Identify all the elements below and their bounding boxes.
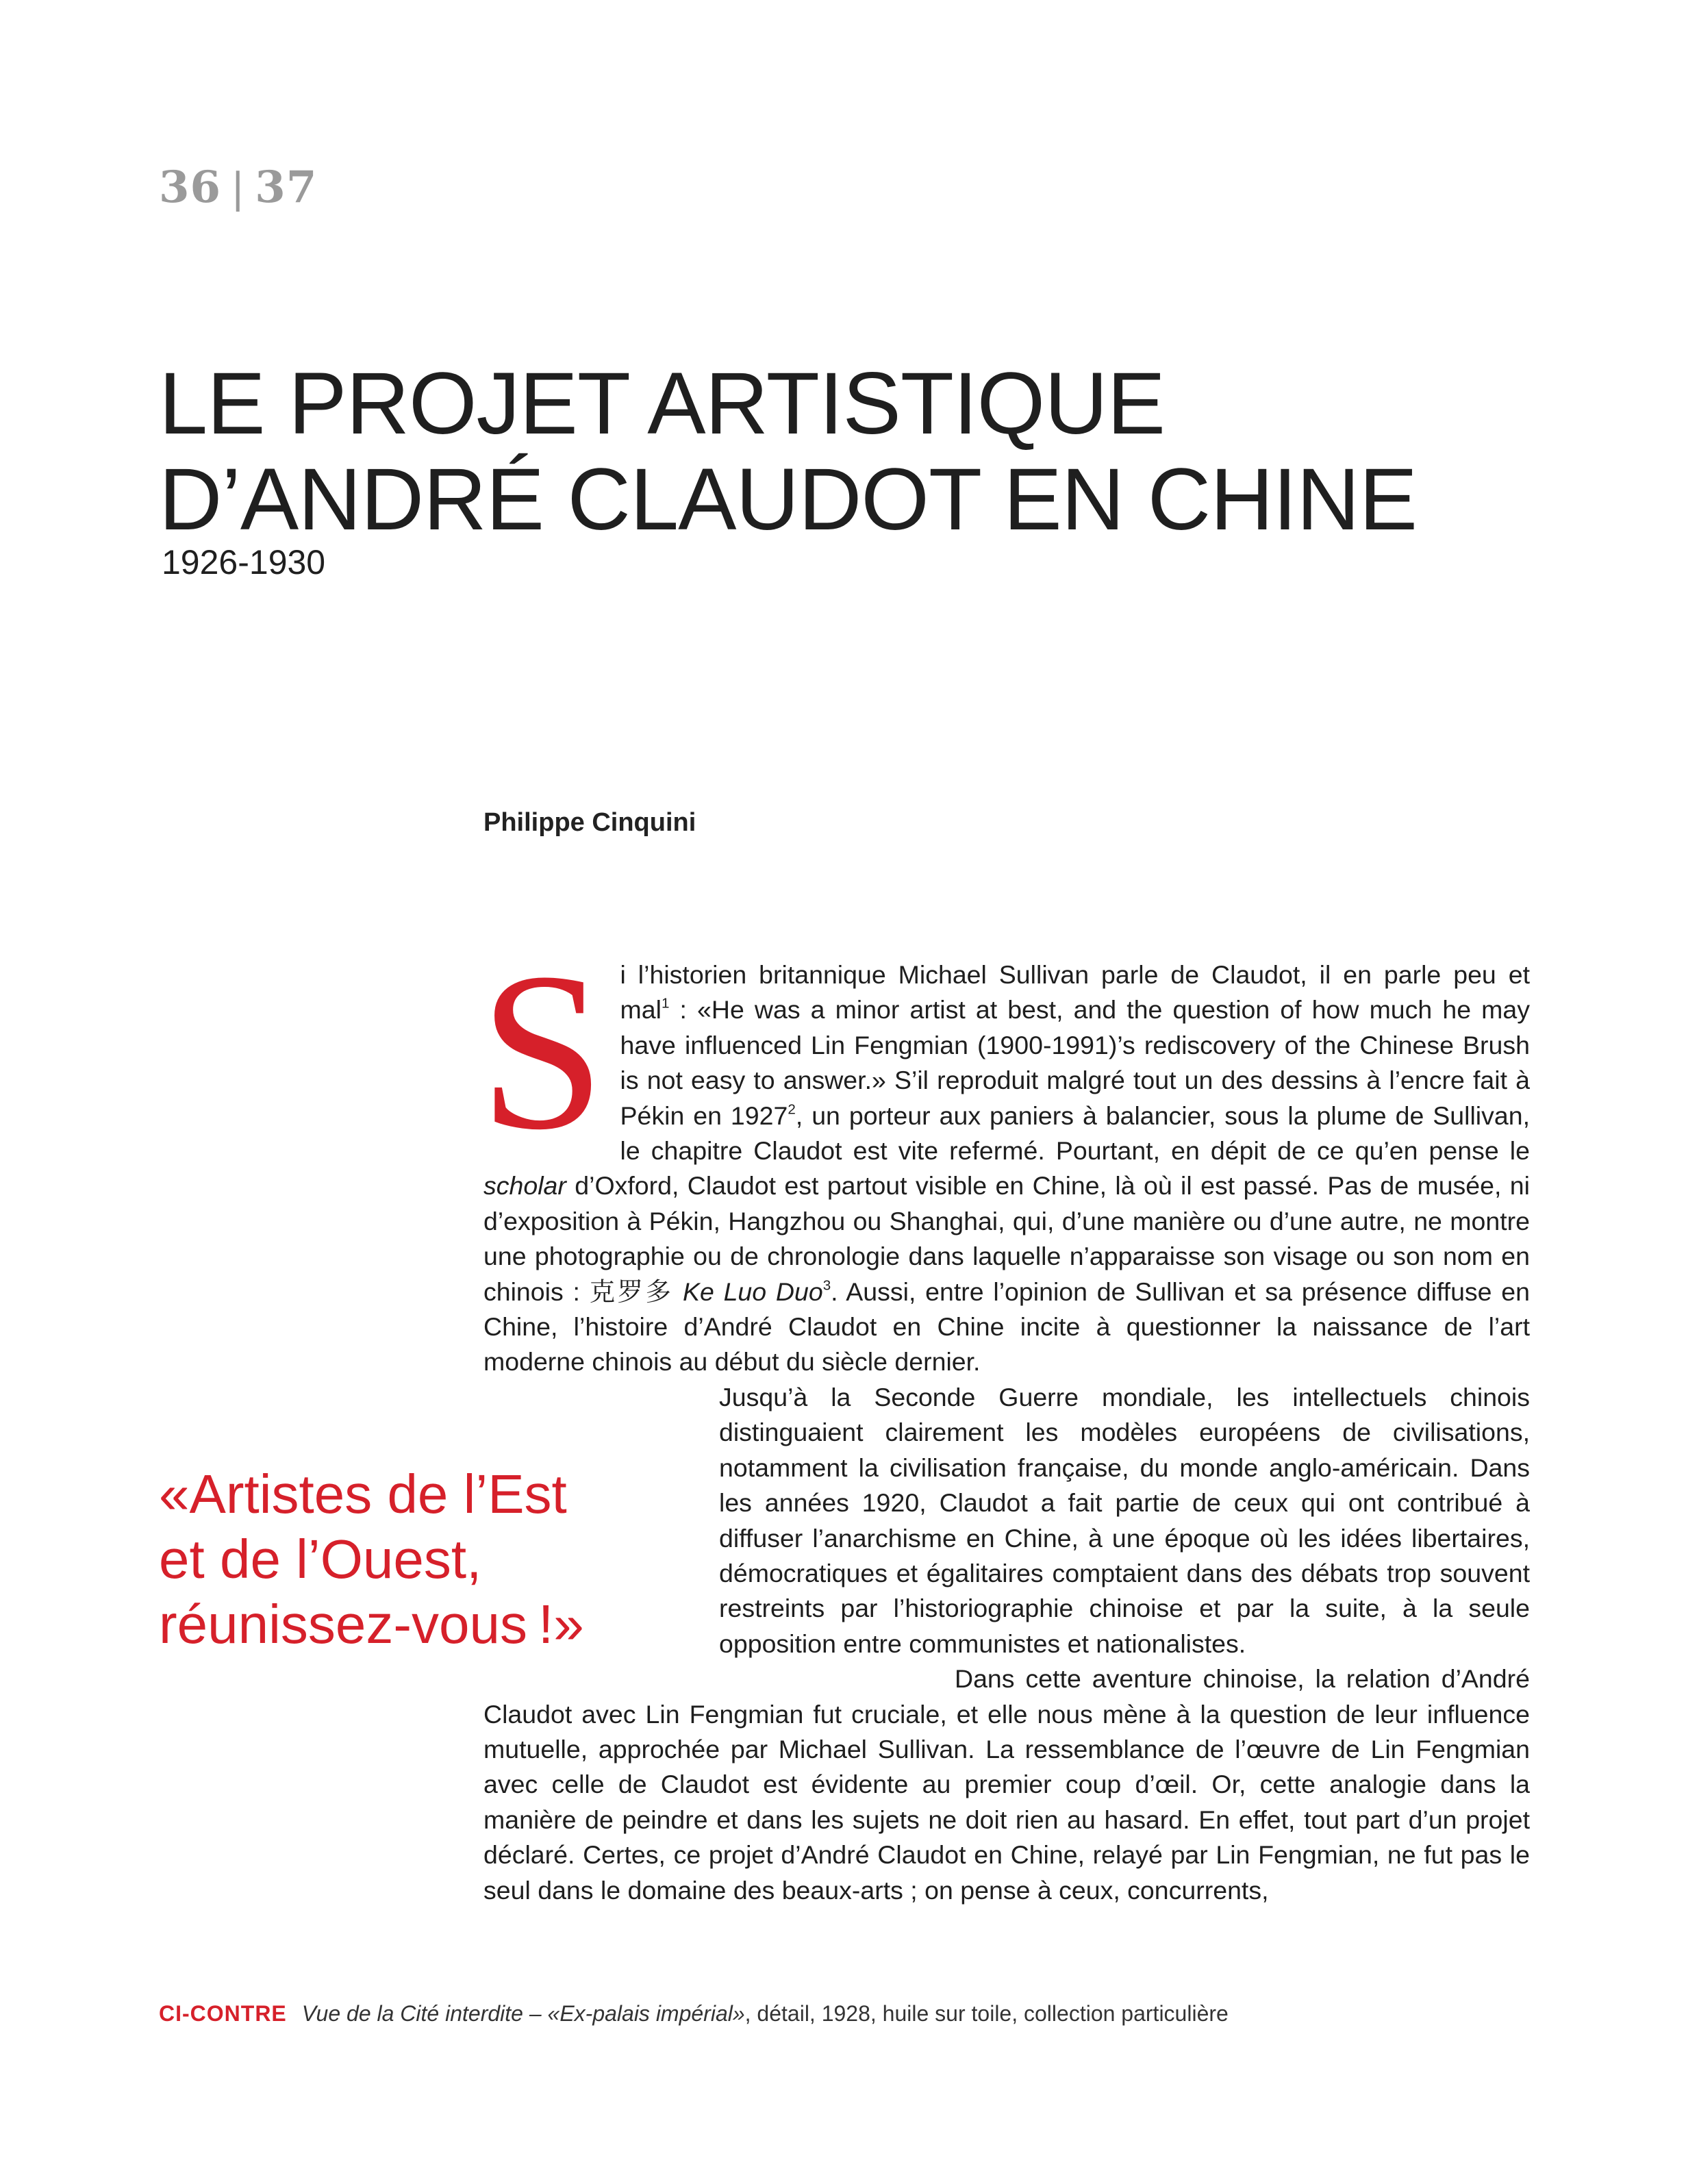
- image-caption: [159, 2001, 1229, 2026]
- article-title: [159, 356, 1417, 548]
- paragraph-1: [479, 927, 1530, 1380]
- pull-quote: [159, 1461, 584, 1657]
- p1-text-b: : «He was a minor artist at best, and the question of how much he may have influenced Lin Fengmian (1900-1991)’s rediscovery of the Chinese Brush is not easy to answer.» S’il reproduit malgré tout un des dessins à l’encre fait à Pékin en 1927: [620, 995, 1530, 1130]
- footnote-ref-2: 2: [788, 1101, 796, 1118]
- pull-quote-line-1: «Artistes de l’Est: [159, 1464, 567, 1524]
- folio-right: 37: [255, 162, 318, 213]
- p1-text-c: , un porteur aux paniers à balancier, sous la plume de Sullivan, le chapitre Claudot est vite refermé. Pourtant, en dépit de ce qu’en pense le: [620, 1101, 1530, 1166]
- p1-text-e: . Aussi, entre l’opinion de Sullivan et sa présence diffuse en Chine, l’histoire d’André Claudot en Chine incite à questionner la naissance de l’art moderne chinois au début du siècle dernier.: [483, 1277, 1530, 1377]
- article-body: [479, 927, 1530, 1908]
- page-folio: [159, 162, 317, 213]
- caption-label: CI-CONTRE: [159, 2001, 287, 2026]
- title-line-2: D’ANDRÉ CLAUDOT EN CHINE: [159, 451, 1417, 549]
- p2-text: Jusqu’à la Seconde Guerre mondiale, les intellectuels chinois distinguaient clairement les modèles européens de civilisations, notamment la civilisation française, du monde anglo-américain. Dans les années 1920, Claudot a fait partie de ceux qui ont contribué à diffuser l’anarchisme en Chine, à une époque où les idées libertaires, démocratiques et égalitaires comptaient dans des débats trop souvent restreints par l’historiographie chinoise et par la suite, à la seule opposition entre communistes et nationalistes.: [719, 1382, 1530, 1658]
- drop-cap: S: [479, 927, 605, 1177]
- title-line-1: LE PROJET ARTISTIQUE: [159, 355, 1165, 453]
- pull-quote-line-3: réunissez-vous !»: [159, 1594, 584, 1655]
- p1-text-a: i l’historien britannique Michael Sullivan parle de Claudot, il en parle peu et mal: [620, 960, 1530, 1025]
- p1-emphasis-name: Ke Luo Duo: [682, 1277, 823, 1306]
- article-subtitle: 1926-1930: [162, 543, 326, 581]
- pull-quote-line-2: et de l’Ouest,: [159, 1529, 482, 1590]
- folio-left: 36: [159, 162, 222, 213]
- caption-details: , détail, 1928, huile sur toile, collection particulière: [744, 2001, 1229, 2026]
- author-name: Philippe Cinquini: [483, 808, 696, 837]
- caption-title: Vue de la Cité interdite – «Ex-palais impérial»: [301, 2001, 745, 2026]
- p3-text: Dans cette aventure chinoise, la relation d’André Claudot avec Lin Fengmian fut cruciale, et elle nous mène à la question de leur influence mutuelle, approchée par Michael Sullivan. La ressemblance de l’œuvre de Lin Fengmian avec celle de Claudot est évidente au premier coup d’œil. Or, cette analogie dans la manière de peindre et dans les sujets ne doit rien au hasard. En effet, tout part d’un projet déclaré. Certes, ce projet d’André Claudot en Chine, relayé par Lin Fengmian, ne fut pas le seul dans le domaine des beaux-arts ; on pense à ceux, concurrents,: [483, 1664, 1530, 1905]
- folio-separator: |: [231, 164, 246, 212]
- paragraph-2: [483, 1380, 1530, 1661]
- paragraph-3: [483, 1661, 1530, 1908]
- p1-emphasis-scholar: scholar: [483, 1171, 566, 1201]
- footnote-ref-3: 3: [822, 1277, 831, 1294]
- p1-text-d: d’Oxford, Claudot est partout visible en Chine, là où il est passé. Pas de musée, ni d’exposition à Pékin, Hangzhou ou Shanghai, qui, d’une manière ou d’une autre, ne montre une photographie ou de chronologie dans laquelle n’apparaisse son visage ou son nom en chinois : 克罗多: [483, 1171, 1530, 1306]
- footnote-ref-1: 1: [661, 995, 670, 1012]
